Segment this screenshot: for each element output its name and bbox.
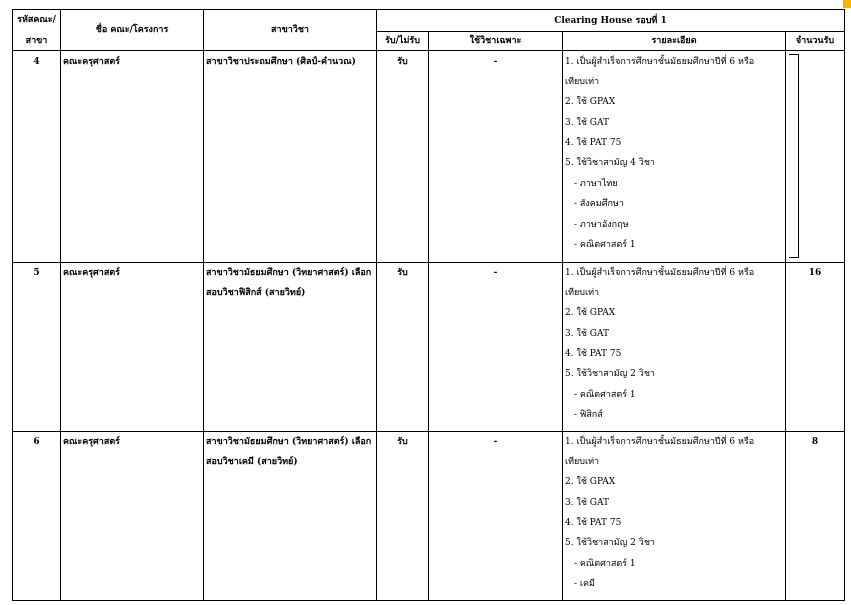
detail-line: 3. ใช้ GAT [565,498,610,508]
detail-line: 2. ใช้ GPAX [565,308,616,318]
detail-line: 5. ใช้วิชาสามัญ 2 วิชา [565,369,655,379]
detail-line: 4. ใช้ PAT 75 [565,349,622,359]
row-major: สอบวิชาฟิสิกส์ (สายวิทย์) [206,288,306,298]
detail-line: - สังคมศึกษา [574,199,624,209]
detail-line: - ภาษาไทย [574,179,618,189]
detail-line: - เคมี [574,579,595,589]
detail-line: 5. ใช้วิชาสามัญ 2 วิชา [565,538,655,548]
detail-line: 4. ใช้ PAT 75 [565,518,622,528]
detail-line: - ภาษาอังกฤษ [574,220,629,230]
row-code: 5 [33,268,40,278]
header-clearing-house: Clearing House รอบที่ 1 [554,16,667,26]
header-accept: รับ/ไม่รับ [385,36,420,46]
detail-line: 1. เป็นผู้สำเร็จการศึกษาชั้นมัธยมศึกษาปีที่ 6 หรือ [565,437,755,447]
header-faculty: ชื่อ คณะ/โครงการ [95,25,169,35]
detail-line: - คณิตศาสตร์ 1 [574,390,636,400]
header-code-line1: รหัสคณะ/ [17,15,56,25]
detail-line: 3. ใช้ GAT [565,118,610,128]
row-faculty: คณะครุศาสตร์ [63,437,120,447]
corner-marker [843,0,851,8]
row-code: 4 [33,57,40,67]
row-specific: - [493,437,498,447]
detail-line: เทียบเท่า [565,288,600,298]
detail-line: 5. ใช้วิชาสามัญ 4 วิชา [565,158,655,168]
header-code-line2: สาขา [25,36,48,46]
row-accept: รับ [397,57,408,67]
row-count: 16 [808,268,822,278]
header-major: สาขาวิชา [271,25,309,35]
row-specific: - [493,57,498,67]
header-details: รายละเอียด [651,36,697,46]
row-major: สาขาวิชามัธยมศึกษา (วิทยาศาสตร์) เลือก [206,268,372,278]
detail-line: 1. เป็นผู้สำเร็จการศึกษาชั้นมัธยมศึกษาปีที่ 6 หรือ [565,57,755,67]
row-specific: - [493,268,498,278]
row-count: 8 [811,437,819,447]
detail-line: 1. เป็นผู้สำเร็จการศึกษาชั้นมัธยมศึกษาปีที่ 6 หรือ [565,268,755,278]
detail-line: เทียบเท่า [565,77,600,87]
detail-line: เทียบเท่า [565,457,600,467]
row-major: สาขาวิชาประถมศึกษา (ศิลป์-คำนวณ) [206,57,356,67]
row-major: สอบวิชาเคมี (สายวิทย์) [206,457,298,467]
detail-line: - คณิตศาสตร์ 1 [574,559,636,569]
detail-line: - คณิตศาสตร์ 1 [574,240,636,250]
row-major: สาขาวิชามัธยมศึกษา (วิทยาศาสตร์) เลือก [206,437,372,447]
detail-line: 3. ใช้ GAT [565,329,610,339]
detail-line: 2. ใช้ GPAX [565,97,616,107]
row-code: 6 [33,437,40,447]
row-accept: รับ [397,268,408,278]
header-specific-subject: ใช้วิชาเฉพาะ [469,36,522,46]
row-faculty: คณะครุศาสตร์ [63,268,120,278]
detail-line: 4. ใช้ PAT 75 [565,138,622,148]
row-accept: รับ [397,437,408,447]
row-faculty: คณะครุศาสตร์ [63,57,120,67]
detail-line: 2. ใช้ GPAX [565,477,616,487]
detail-line: - ฟิสิกส์ [574,410,603,420]
header-count: จำนวนรับ [795,36,835,46]
